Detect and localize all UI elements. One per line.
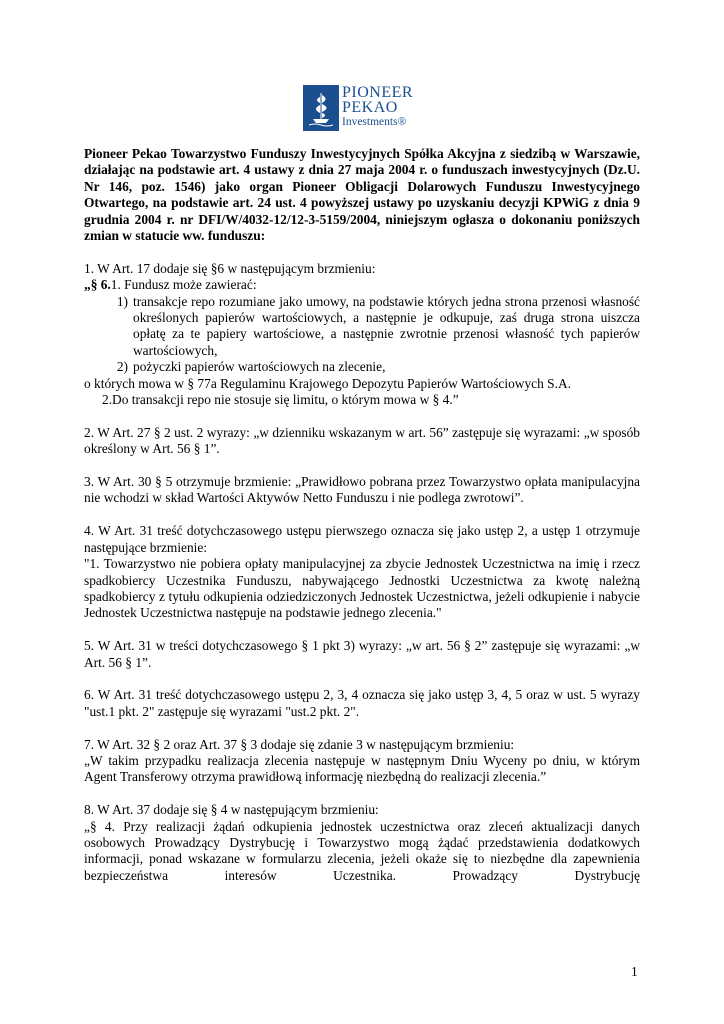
sailing-ship-icon: [303, 85, 339, 131]
logo-wordmark: [342, 85, 413, 129]
logo-line-3: Investments®: [342, 116, 407, 128]
section-4-heading: 4. W Art. 31 treść dotychczasowego ustępu pierwszego oznacza się jako ustęp 2, a ustęp 1 otrzymuje następujące brzmienie:: [84, 523, 640, 555]
intro-paragraph: Pioneer Pekao Towarzystwo Funduszy Inwestycyjnych Spółka Akcyjna z siedzibą w Warszawie, działając na podstawie art. 4 ustawy z dnia 27 maja 2004 r. o funduszach inwestycyjnych (Dz.U. Nr 146, poz. 1546) jako organ Pioneer Obligacji Dolarowych Funduszu Inwestycyjnego Otwartego, na podstawie art. 24 ust. 4 powyższej ustawy po uzyskaniu decyzji KPWiG z dnia 9 grudnia 2004 r. nr DFI/W/4032-12/12-3-5159/2004, niniejszym ogłasza o dokonaniu poniższych zmian w statucie ww. funduszu:: [84, 146, 640, 244]
section-2: 2. W Art. 27 § 2 ust. 2 wyrazy: „w dzienniku wskazanym w art. 56” zastępuje się wyrazami: „w sposób określony w Art. 56 § 1”.: [84, 424, 640, 457]
list-item-number: 2): [116, 359, 128, 375]
section-1-tail: o których mowa w § 77a Regulaminu Krajowego Depozytu Papierów Wartościowych S.A.: [84, 375, 571, 391]
section-3: 3. W Art. 30 § 5 otrzymuje brzmienie: „Prawidłowo pobrana przez Towarzystwo opłata manipulacyjna nie wchodzi w skład Wartości Aktywów Netto Funduszu i nie podlega zwrotowi”.: [84, 474, 640, 506]
document-body: [84, 146, 640, 884]
logo-line-1: PIONEER: [342, 84, 414, 101]
list-item-text: transakcje repo rozumiane jako umowy, na podstawie których jedna strona przenosi własność określonych papierów wartościowych, a następnie je odkupuje, zaś druga strona uiszcza opłatę za te papiery wartościowe, a następnie zwrotnie przenosi własność tych papierów wartościowych,: [133, 293, 640, 358]
list-item-text: pożyczki papierów wartościowych na zlecenie,: [133, 359, 386, 375]
section-4-quote: "1. Towarzystwo nie pobiera opłaty manipulacyjnej za zbycie Jednostek Uczestnictwa na imię i rzecz spadkobiercy Uczestnika Funduszu, nabywającego Jednostki Uczestnictwa za kwotę należną spadkobiercy z tytułu odkupienia odziedziczonych Jednostek Uczestnictwa, jeżeli odkupienie i nabycie Jednostek Uczestnictwa następuje na podstawie jednego zlecenia.": [84, 556, 640, 621]
logo-line-2: PEKAO: [342, 99, 398, 116]
section-7-quote: „W takim przypadku realizacja zlecenia następuje w następnym Dniu Wyceny po dniu, w którym Agent Transferowy otrzyma prawidłową informację niezbędną do realizacji zlecenia.”: [84, 752, 640, 785]
section-1-paragraph-2: 2.Do transakcji repo nie stosuje się limitu, o którym mowa w § 4.”: [102, 392, 459, 408]
section-8-heading: 8. W Art. 37 dodaje się § 4 w następującym brzmieniu:: [84, 802, 379, 818]
list-item: [84, 294, 640, 360]
list-item-number: 1): [116, 293, 128, 309]
section-1-paragraph-1: [84, 277, 640, 293]
page-number: 1: [631, 964, 638, 979]
section-8-quote: „§ 4. Przy realizacji żądań odkupienia jednostek uczestnictwa oraz zleceń aktualizacji danych osobowych Prowadzący Dystrybucję i Towarzystwo mogą żądać przedstawienia dodatkowych informacji, ponad wskazane w formularzu zlecenia, jeżeli okaże się to niezbędne dla zapewnienia bezpieczeństwa interesów Uczestnika. Prowadzący Dystrybucję: [84, 818, 640, 883]
section-1-heading: 1. W Art. 17 dodaje się §6 w następującym brzmieniu:: [84, 260, 376, 276]
section-5: 5. W Art. 31 w treści dotychczasowego § 1 pkt 3) wyrazy: „w art. 56 § 2” zastępuje się wyrazami: „w Art. 56 § 1”.: [84, 638, 640, 670]
section-6: 6. W Art. 31 treść dotychczasowego ustępu 2, 3, 4 oznacza się jako ustęp 3, 4, 5 oraz w ust. 5 wyrazy "ust.1 pkt. 2" zastępuje się wyrazami "ust.2 pkt. 2".: [84, 687, 640, 719]
section-1-paragraph-1-text: 1. Fundusz może zawierać:: [110, 277, 257, 293]
list-item: [84, 359, 640, 375]
pioneer-pekao-logo: [303, 85, 423, 131]
section-1-paragraph-marker: „§ 6.: [84, 277, 111, 293]
section-7-heading: 7. W Art. 32 § 2 oraz Art. 37 § 3 dodaje się zdanie 3 w następującym brzmieniu:: [84, 736, 515, 752]
